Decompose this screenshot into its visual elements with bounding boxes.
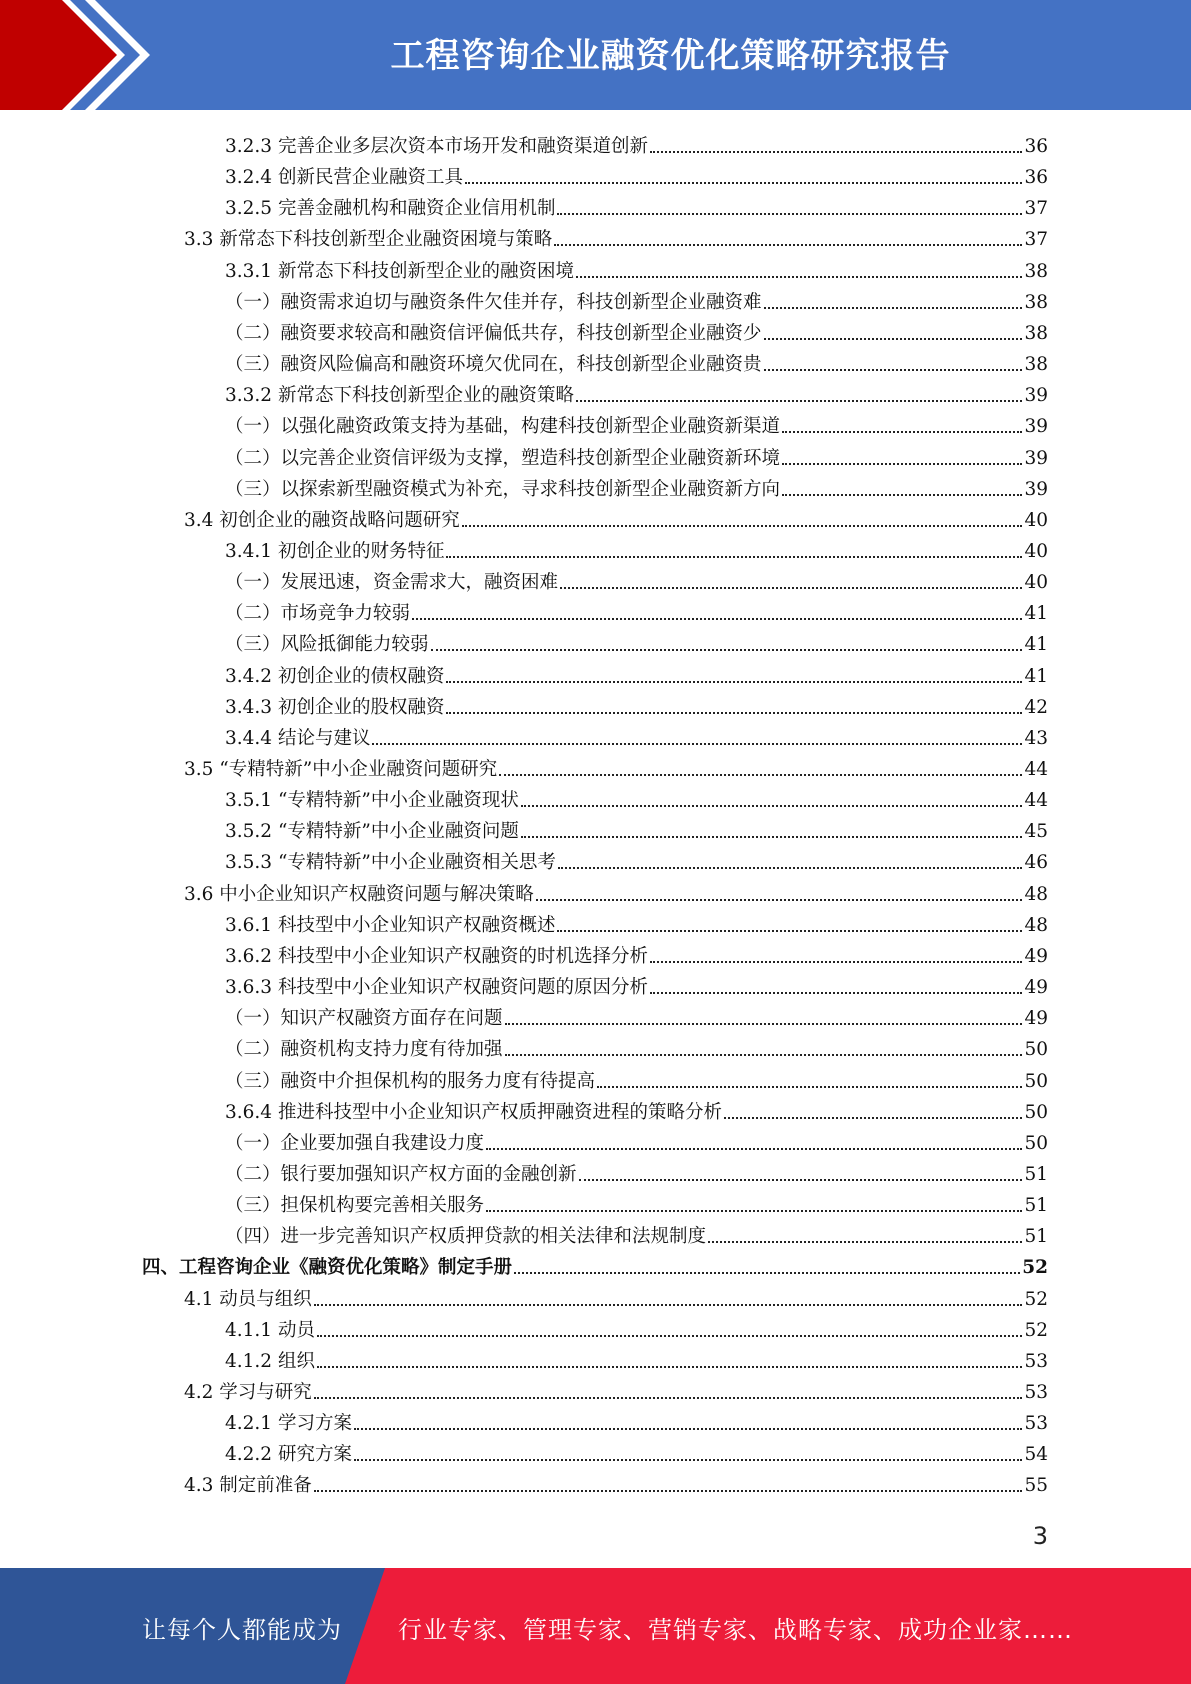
toc-leader-dots — [486, 1148, 1022, 1150]
toc-entry[interactable] — [225, 408, 1048, 439]
toc-leader-dots — [521, 805, 1023, 807]
toc-entry-page: 38 — [1024, 291, 1048, 313]
toc-leader-dots — [597, 1086, 1022, 1088]
toc-entry[interactable] — [225, 440, 1048, 471]
toc-leader-dots — [579, 1179, 1023, 1181]
page-footer — [0, 1568, 1191, 1684]
toc-entry-page: 39 — [1024, 447, 1048, 469]
toc-entry-page: 37 — [1024, 229, 1048, 251]
toc-entry-label: 4.2.1 学习方案 — [225, 1413, 352, 1435]
toc-entry-label: （一）企业要加强自我建设力度 — [225, 1132, 485, 1154]
toc-leader-dots — [317, 1335, 1023, 1337]
toc-entry[interactable] — [225, 190, 1048, 221]
toc-entry[interactable] — [225, 284, 1048, 315]
toc-entry-page: 53 — [1024, 1350, 1048, 1372]
toc-entry[interactable] — [225, 471, 1048, 502]
toc-entry-page: 51 — [1024, 1226, 1048, 1248]
toc-entry-page: 50 — [1024, 1101, 1048, 1123]
toc-entry-label: 3.6.1 科技型中小企业知识产权融资概述 — [225, 914, 556, 936]
toc-entry[interactable] — [225, 377, 1048, 408]
toc-entry-page: 52 — [1024, 1319, 1048, 1341]
toc-entry-page: 45 — [1024, 821, 1048, 843]
toc-entry-label: 4.3 制定前准备 — [184, 1475, 312, 1497]
page-number: 3 — [1032, 1522, 1048, 1550]
toc-entry-page: 40 — [1024, 572, 1048, 594]
toc-entry[interactable] — [225, 346, 1048, 377]
toc-entry-page: 36 — [1024, 167, 1048, 189]
toc-leader-dots — [314, 1490, 1023, 1492]
toc-entry-label: 3.4.2 初创企业的债权融资 — [225, 665, 445, 687]
toc-entry[interactable] — [184, 751, 1048, 782]
toc-entry-page: 38 — [1024, 354, 1048, 376]
toc-entry-page: 54 — [1024, 1444, 1048, 1466]
page-header — [0, 0, 1191, 110]
toc-entry-label: 3.5.1 “专精特新”中小企业融资现状 — [225, 790, 519, 812]
header-arrow-decoration — [0, 0, 160, 110]
toc-entry-label: 3.3.2 新常态下科技创新型企业的融资策略 — [225, 385, 574, 407]
toc-entry-page: 55 — [1024, 1475, 1048, 1497]
toc-leader-dots — [764, 369, 1023, 371]
toc-leader-dots — [764, 338, 1023, 340]
toc-entry-label: 4.1.2 组织 — [225, 1350, 315, 1372]
toc-entry-label: 3.4 初创企业的融资战略问题研究 — [184, 509, 460, 531]
toc-entry[interactable] — [225, 315, 1048, 346]
toc-entry[interactable] — [225, 128, 1048, 159]
toc-leader-dots — [650, 961, 1022, 963]
toc-entry-label: 3.5 “专精特新”中小企业融资问题研究 — [184, 759, 498, 780]
toc-entry-page: 41 — [1024, 665, 1048, 687]
toc-leader-dots — [354, 1428, 1023, 1430]
toc-entry[interactable] — [225, 533, 1048, 564]
toc-entry-label: （二）融资机构支持力度有待加强 — [225, 1039, 503, 1061]
toc-entry[interactable] — [225, 1312, 1048, 1343]
document-title: 工程咨询企业融资优化策略研究报告 — [390, 36, 951, 76]
toc-entry-page: 50 — [1024, 1070, 1048, 1092]
toc-entry[interactable] — [225, 938, 1048, 969]
toc-leader-dots — [462, 525, 1023, 527]
toc-entry[interactable] — [225, 626, 1048, 657]
toc-entry-page: 50 — [1024, 1039, 1048, 1061]
toc-entry[interactable] — [184, 1467, 1048, 1498]
toc-entry[interactable] — [225, 564, 1048, 595]
toc-entry-page: 38 — [1024, 260, 1048, 282]
toc-leader-dots — [650, 151, 1022, 153]
toc-leader-dots — [486, 1210, 1022, 1212]
toc-entry-page: 36 — [1024, 136, 1048, 157]
toc-leader-dots — [499, 774, 1022, 776]
toc-entry-label: （二）银行要加强知识产权方面的金融创新 — [225, 1163, 577, 1185]
toc-entry-label: （三）融资风险偏高和融资环境欠优同在，科技创新型企业融资贵 — [225, 354, 762, 376]
toc-leader-dots — [576, 276, 1022, 278]
toc-entry-label: 3.2.5 完善金融机构和融资企业信用机制 — [225, 198, 556, 220]
toc-entry-label: 3.2.3 完善企业多层次资本市场开发和融资渠道创新 — [225, 136, 648, 157]
toc-entry[interactable] — [225, 1218, 1048, 1249]
toc-leader-dots — [764, 307, 1023, 309]
toc-entry-page: 49 — [1024, 1008, 1048, 1030]
toc-entry-label: （三）融资中介担保机构的服务力度有待提高 — [225, 1070, 596, 1092]
toc-entry-page: 40 — [1024, 540, 1048, 562]
toc-entry[interactable] — [225, 1436, 1048, 1467]
toc-leader-dots — [782, 431, 1022, 433]
toc-entry-page: 49 — [1024, 977, 1048, 999]
toc-entry[interactable] — [225, 253, 1048, 284]
toc-entry-label: 4.1 动员与组织 — [184, 1288, 312, 1310]
toc-entry[interactable] — [184, 1281, 1048, 1312]
toc-leader-dots — [576, 400, 1022, 402]
toc-entry-label: （四）进一步完善知识产权质押贷款的相关法律和法规制度 — [225, 1226, 707, 1248]
toc-entry[interactable] — [184, 1374, 1048, 1405]
toc-leader-dots — [650, 992, 1022, 994]
toc-leader-dots — [782, 494, 1022, 496]
toc-entry-page: 50 — [1024, 1132, 1048, 1154]
toc-leader-dots — [446, 556, 1022, 558]
toc-entry[interactable] — [225, 782, 1048, 813]
toc-entry-page: 38 — [1024, 322, 1048, 344]
toc-entry-label: 4.1.1 动员 — [225, 1319, 315, 1341]
toc-entry-page: 43 — [1024, 727, 1048, 749]
toc-leader-dots — [505, 1023, 1023, 1025]
toc-entry-page: 53 — [1024, 1382, 1048, 1403]
toc-entry-label: （一）融资需求迫切与融资条件欠佳并存，科技创新型企业融资难 — [225, 291, 762, 313]
toc-entry-label: （一）以强化融资政策支持为基础，构建科技创新型企业融资新渠道 — [225, 416, 781, 438]
toc-chapter-entry[interactable] — [142, 1249, 1048, 1280]
toc-entry-page: 46 — [1024, 852, 1048, 874]
toc-entry[interactable] — [225, 1125, 1048, 1156]
toc-entry-label: （二）以完善企业资信评级为支撑，塑造科技创新型企业融资新环境 — [225, 447, 781, 469]
toc-leader-dots — [536, 899, 1023, 901]
toc-entry-label: 4.2.2 研究方案 — [225, 1444, 352, 1466]
toc-entry-label: 四、工程咨询企业《融资优化策略》制定手册 — [142, 1257, 513, 1279]
toc-entry[interactable] — [225, 689, 1048, 720]
toc-leader-dots — [412, 618, 1022, 620]
footer-slogan-right: 行业专家、管理专家、营销专家、战略专家、成功企业家…… — [398, 1616, 1073, 1644]
toc-entry[interactable] — [225, 1063, 1048, 1094]
toc-entry[interactable] — [184, 876, 1048, 907]
toc-entry-label: 3.2.4 创新民营企业融资工具 — [225, 167, 463, 189]
toc-leader-dots — [554, 244, 1022, 246]
footer-slogan-left: 让每个人都能成为 — [142, 1616, 342, 1644]
toc-leader-dots — [558, 867, 1023, 869]
toc-entry[interactable] — [184, 502, 1048, 533]
toc-leader-dots — [314, 1304, 1023, 1306]
toc-entry-page: 41 — [1024, 634, 1048, 656]
toc-entry-label: （一）发展迅速，资金需求大，融资困难 — [225, 572, 559, 594]
toc-entry-label: 3.5.3 “专精特新”中小企业融资相关思考 — [225, 852, 556, 874]
toc-entry-label: （三）担保机构要完善相关服务 — [225, 1195, 485, 1217]
toc-entry-page: 44 — [1024, 759, 1048, 780]
toc-leader-dots — [514, 1272, 1020, 1274]
toc-leader-dots — [354, 1459, 1023, 1461]
toc-leader-dots — [372, 743, 1022, 745]
toc-leader-dots — [446, 681, 1022, 683]
toc-leader-dots — [557, 930, 1022, 932]
toc-entry-label: 3.3 新常态下科技创新型企业融资困境与策略 — [184, 229, 553, 251]
toc-entry[interactable] — [225, 595, 1048, 626]
toc-leader-dots — [560, 587, 1022, 589]
toc-entry[interactable] — [225, 844, 1048, 875]
toc-entry[interactable] — [225, 1094, 1048, 1125]
toc-entry-page: 44 — [1024, 790, 1048, 812]
toc-entry[interactable] — [225, 658, 1048, 689]
toc-entry-label: 3.6.3 科技型中小企业知识产权融资问题的原因分析 — [225, 977, 648, 999]
toc-entry-label: 4.2 学习与研究 — [184, 1382, 312, 1403]
toc-entry[interactable] — [225, 1343, 1048, 1374]
toc-entry[interactable] — [225, 720, 1048, 751]
toc-entry-label: 3.3.1 新常态下科技创新型企业的融资困境 — [225, 260, 574, 282]
toc-entry-label: （二）市场竞争力较弱 — [225, 603, 411, 625]
toc-leader-dots — [431, 649, 1023, 651]
toc-leader-dots — [465, 182, 1022, 184]
toc-entry-label: 3.4.1 初创企业的财务特征 — [225, 540, 445, 562]
toc-entry-page: 42 — [1024, 696, 1048, 718]
toc-entry[interactable] — [225, 813, 1048, 844]
toc-leader-dots — [724, 1117, 1022, 1119]
toc-leader-dots — [314, 1397, 1023, 1399]
toc-entry-label: 3.6.2 科技型中小企业知识产权融资的时机选择分析 — [225, 945, 648, 967]
toc-entry[interactable] — [225, 907, 1048, 938]
toc-entry-label: 3.5.2 “专精特新”中小企业融资问题 — [225, 821, 519, 843]
toc-leader-dots — [782, 463, 1022, 465]
toc-leader-dots — [521, 836, 1023, 838]
toc-entry-page: 39 — [1024, 478, 1048, 500]
toc-entry-label: （一）知识产权融资方面存在问题 — [225, 1008, 503, 1030]
toc-entry-page: 39 — [1024, 416, 1048, 438]
toc-entry-page: 51 — [1024, 1163, 1048, 1185]
toc-leader-dots — [505, 1054, 1023, 1056]
toc-entry[interactable] — [225, 1187, 1048, 1218]
toc-entry[interactable] — [225, 159, 1048, 190]
toc-leader-dots — [708, 1241, 1022, 1243]
toc-entry-label: （二）融资要求较高和融资信评偏低共存，科技创新型企业融资少 — [225, 322, 762, 344]
toc-entry-page: 48 — [1024, 914, 1048, 936]
toc-entry-page: 52 — [1024, 1288, 1048, 1310]
toc-entry-label: 3.4.3 初创企业的股权融资 — [225, 696, 445, 718]
toc-entry[interactable] — [225, 969, 1048, 1000]
toc-leader-dots — [446, 712, 1022, 714]
toc-entry-page: 52 — [1022, 1257, 1048, 1279]
toc-entry-page: 40 — [1024, 509, 1048, 531]
toc-entry-label: 3.6.4 推进科技型中小企业知识产权质押融资进程的策略分析 — [225, 1101, 722, 1123]
toc-entry-page: 37 — [1024, 198, 1048, 220]
toc-entry[interactable] — [184, 221, 1048, 252]
toc-entry-page: 53 — [1024, 1413, 1048, 1435]
toc-leader-dots — [317, 1366, 1023, 1368]
toc-entry-page: 39 — [1024, 385, 1048, 407]
toc-entry-label: （三）风险抵御能力较弱 — [225, 634, 429, 656]
toc-entry[interactable] — [225, 1156, 1048, 1187]
toc-entry-label: 3.6 中小企业知识产权融资问题与解决策略 — [184, 883, 534, 905]
toc-entry-page: 51 — [1024, 1195, 1048, 1217]
toc-entry[interactable] — [225, 1405, 1048, 1436]
toc-leader-dots — [557, 213, 1022, 215]
toc-entry[interactable] — [225, 1031, 1048, 1062]
toc-entry-page: 49 — [1024, 945, 1048, 967]
toc-entry-page: 41 — [1024, 603, 1048, 625]
toc-entry-label: 3.4.4 结论与建议 — [225, 727, 371, 749]
toc-entry[interactable] — [225, 1000, 1048, 1031]
toc-entry-page: 48 — [1024, 883, 1048, 905]
toc-entry-label: （三）以探索新型融资模式为补充，寻求科技创新型企业融资新方向 — [225, 478, 781, 500]
